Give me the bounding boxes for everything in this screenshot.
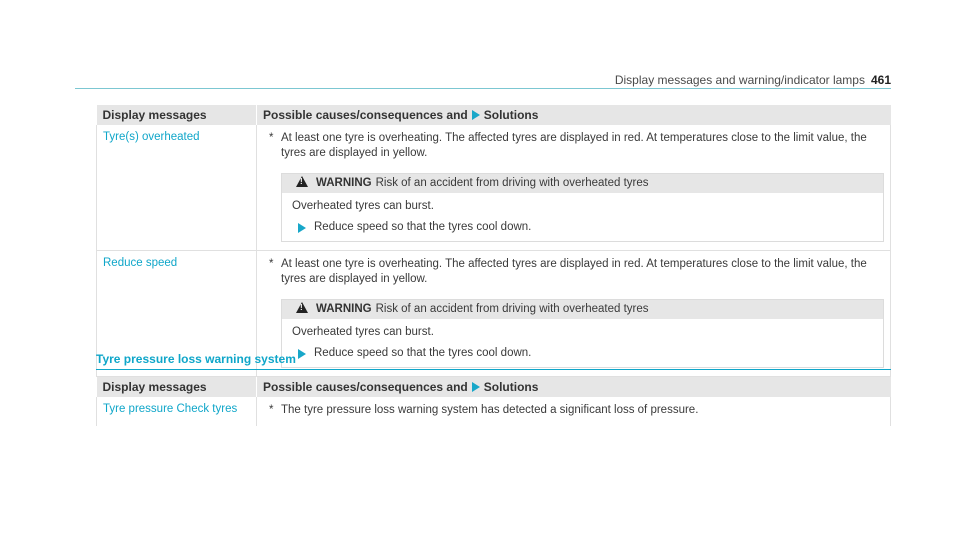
solutions-arrow-icon xyxy=(472,110,480,120)
solutions-arrow-icon xyxy=(472,382,480,392)
display-message: Reduce speed xyxy=(97,251,257,377)
cause-cell: * At least one tyre is overheating. The affected tyres are displayed in red. At temperatures close to the limit value, the tyres are displayed in yellow. !WARNING Risk of an accident from driving with overheated tyres Overheated tyres can burst. Reduce speed so that the tyres cool down. xyxy=(257,125,891,251)
overheated-tyres-table xyxy=(96,105,891,377)
header-rule xyxy=(75,88,891,89)
col-display-messages: Display messages xyxy=(97,377,257,397)
section-rule xyxy=(96,369,891,370)
action-text: Reduce speed so that the tyres cool down. xyxy=(314,347,532,359)
warning-box xyxy=(281,299,884,368)
table-row xyxy=(97,397,891,426)
display-message: Tyre pressure Check tyres xyxy=(97,397,257,426)
warning-title: Risk of an accident from driving with overheated tyres xyxy=(375,177,649,189)
col-causes-solutions: Possible causes/consequences and Solutions xyxy=(257,377,891,397)
warning-triangle-icon xyxy=(296,302,308,313)
tyre-pressure-table xyxy=(96,377,891,426)
col-display-messages: Display messages xyxy=(97,105,257,125)
cause-cell: * At least one tyre is overheating. The affected tyres are displayed in red. At temperatures close to the limit value, the tyres are displayed in yellow. !WARNING Risk of an accident from driving with overheated tyres Overheated tyres can burst. Reduce speed so that the tyres cool down. xyxy=(257,251,891,377)
action-arrow-icon xyxy=(298,349,306,359)
section-title: Tyre pressure loss warning system xyxy=(96,352,296,366)
running-header xyxy=(615,73,891,87)
cause-text: The tyre pressure loss warning system has detected a significant loss of pressure. xyxy=(281,404,699,416)
cause-text: At least one tyre is overheating. The affected tyres are displayed in red. At temperatures close to the limit value, the tyres are displayed in yellow. xyxy=(281,258,867,285)
warning-title: Risk of an accident from driving with overheated tyres xyxy=(375,303,649,315)
action-arrow-icon xyxy=(298,223,306,233)
warning-label: WARNING xyxy=(316,177,372,189)
warning-triangle-icon xyxy=(296,176,308,187)
page-number: 461 xyxy=(870,73,891,87)
col-causes-solutions: Possible causes/consequences and Solutions xyxy=(257,105,891,125)
warning-label: WARNING xyxy=(316,303,372,315)
header-title: Display messages and warning/indicator lamps xyxy=(614,73,865,87)
action-text: Reduce speed so that the tyres cool down. xyxy=(314,221,532,233)
warning-text: Overheated tyres can burst. xyxy=(292,326,434,338)
cause-text: At least one tyre is overheating. The affected tyres are displayed in red. At temperatures close to the limit value, the tyres are displayed in yellow. xyxy=(281,132,867,159)
cause-cell: * The tyre pressure loss warning system has detected a significant loss of pressure. xyxy=(257,397,891,426)
table-row xyxy=(97,125,891,251)
warning-text: Overheated tyres can burst. xyxy=(292,200,434,212)
warning-box xyxy=(281,173,884,242)
display-message: Tyre(s) overheated xyxy=(97,125,257,251)
